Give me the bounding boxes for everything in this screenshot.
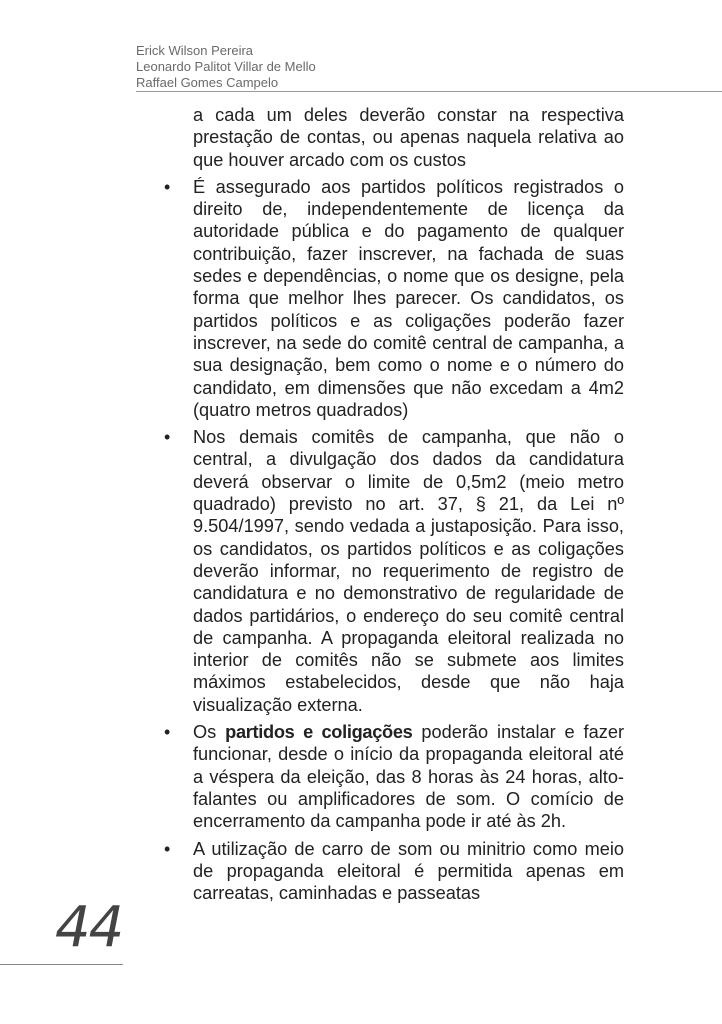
footer-rule (0, 964, 123, 965)
bullet-item-3 (164, 721, 624, 832)
bullet-icon: • (164, 838, 171, 859)
bullet-text-3-before: Os (193, 722, 226, 743)
running-header (136, 43, 316, 91)
body-text (164, 104, 624, 909)
header-author-3: Raffael Gomes Campelo (136, 75, 279, 90)
page-number: 44 (55, 895, 123, 960)
bullet-text-3-bold: partidos e coligações (225, 722, 413, 743)
bullet-text-1: É assegurado aos partidos políticos registrados o direito de, independentemente de licença da autoridade pública e do pagamento de qualquer contribuição, fazer inscrever, na fachada de suas sedes e dependências, o nome que os designe, pela forma que melhor lhes parecer. Os candidatos, os partidos políticos e as coligações poderão fazer inscrever, na sede do comitê central de campanha, a sua designação, bem como o nome e o número do candidato, em dimensões que não excedam a 4m2 (quatro metros quadrados) (193, 176, 624, 420)
bullet-text-3-after: poderão instalar e fazer funcionar, desde o início da propaganda eleitoral até a véspera da eleição, das 8 horas às 24 horas, alto-falantes ou amplificadores de som. O comício de encerramento da campanha pode ir até às 2h. (193, 722, 624, 832)
header-rule (136, 91, 722, 92)
bullet-text-4: A utilização de carro de som ou minitrio como meio de propaganda eleitoral é permitida apenas em carreatas, caminhadas e passeatas (193, 838, 624, 904)
bullet-icon: • (164, 176, 171, 197)
bullet-text-3 (193, 721, 624, 832)
bullet-icon: • (164, 427, 171, 448)
header-author-2: Leonardo Palitot Villar de Mello (136, 59, 316, 74)
header-author-1: Erick Wilson Pereira (136, 43, 254, 58)
continuation-paragraph: a cada um deles deverão constar na respectiva prestação de contas, ou apenas naquela relativa ao que houver arcado com os custos (193, 105, 624, 170)
bullet-item-4 (164, 838, 624, 905)
bullet-text-2: Nos demais comitês de campanha, que não o central, a divulgação dos dados da candidatura deverá observar o limite de 0,5m2 (meio metro quadrado) previsto no art. 37, § 21, da Lei nº 9.504/1997, sendo vedada a justaposição. Para isso, os candidatos, os partidos políticos e as coligações deverão informar, no requerimento de registro de candidatura e no demonstrativo de regularidade de dados partidários, o endereço do seu comitê central de campanha. A propaganda eleitoral realizada no interior de comitês não se submete aos limites máximos estabelecidos, desde que não haja visualização externa. (193, 427, 624, 715)
bullet-icon: • (164, 722, 171, 743)
bullet-item-2 (164, 426, 624, 716)
bullet-item-1 (164, 176, 624, 421)
